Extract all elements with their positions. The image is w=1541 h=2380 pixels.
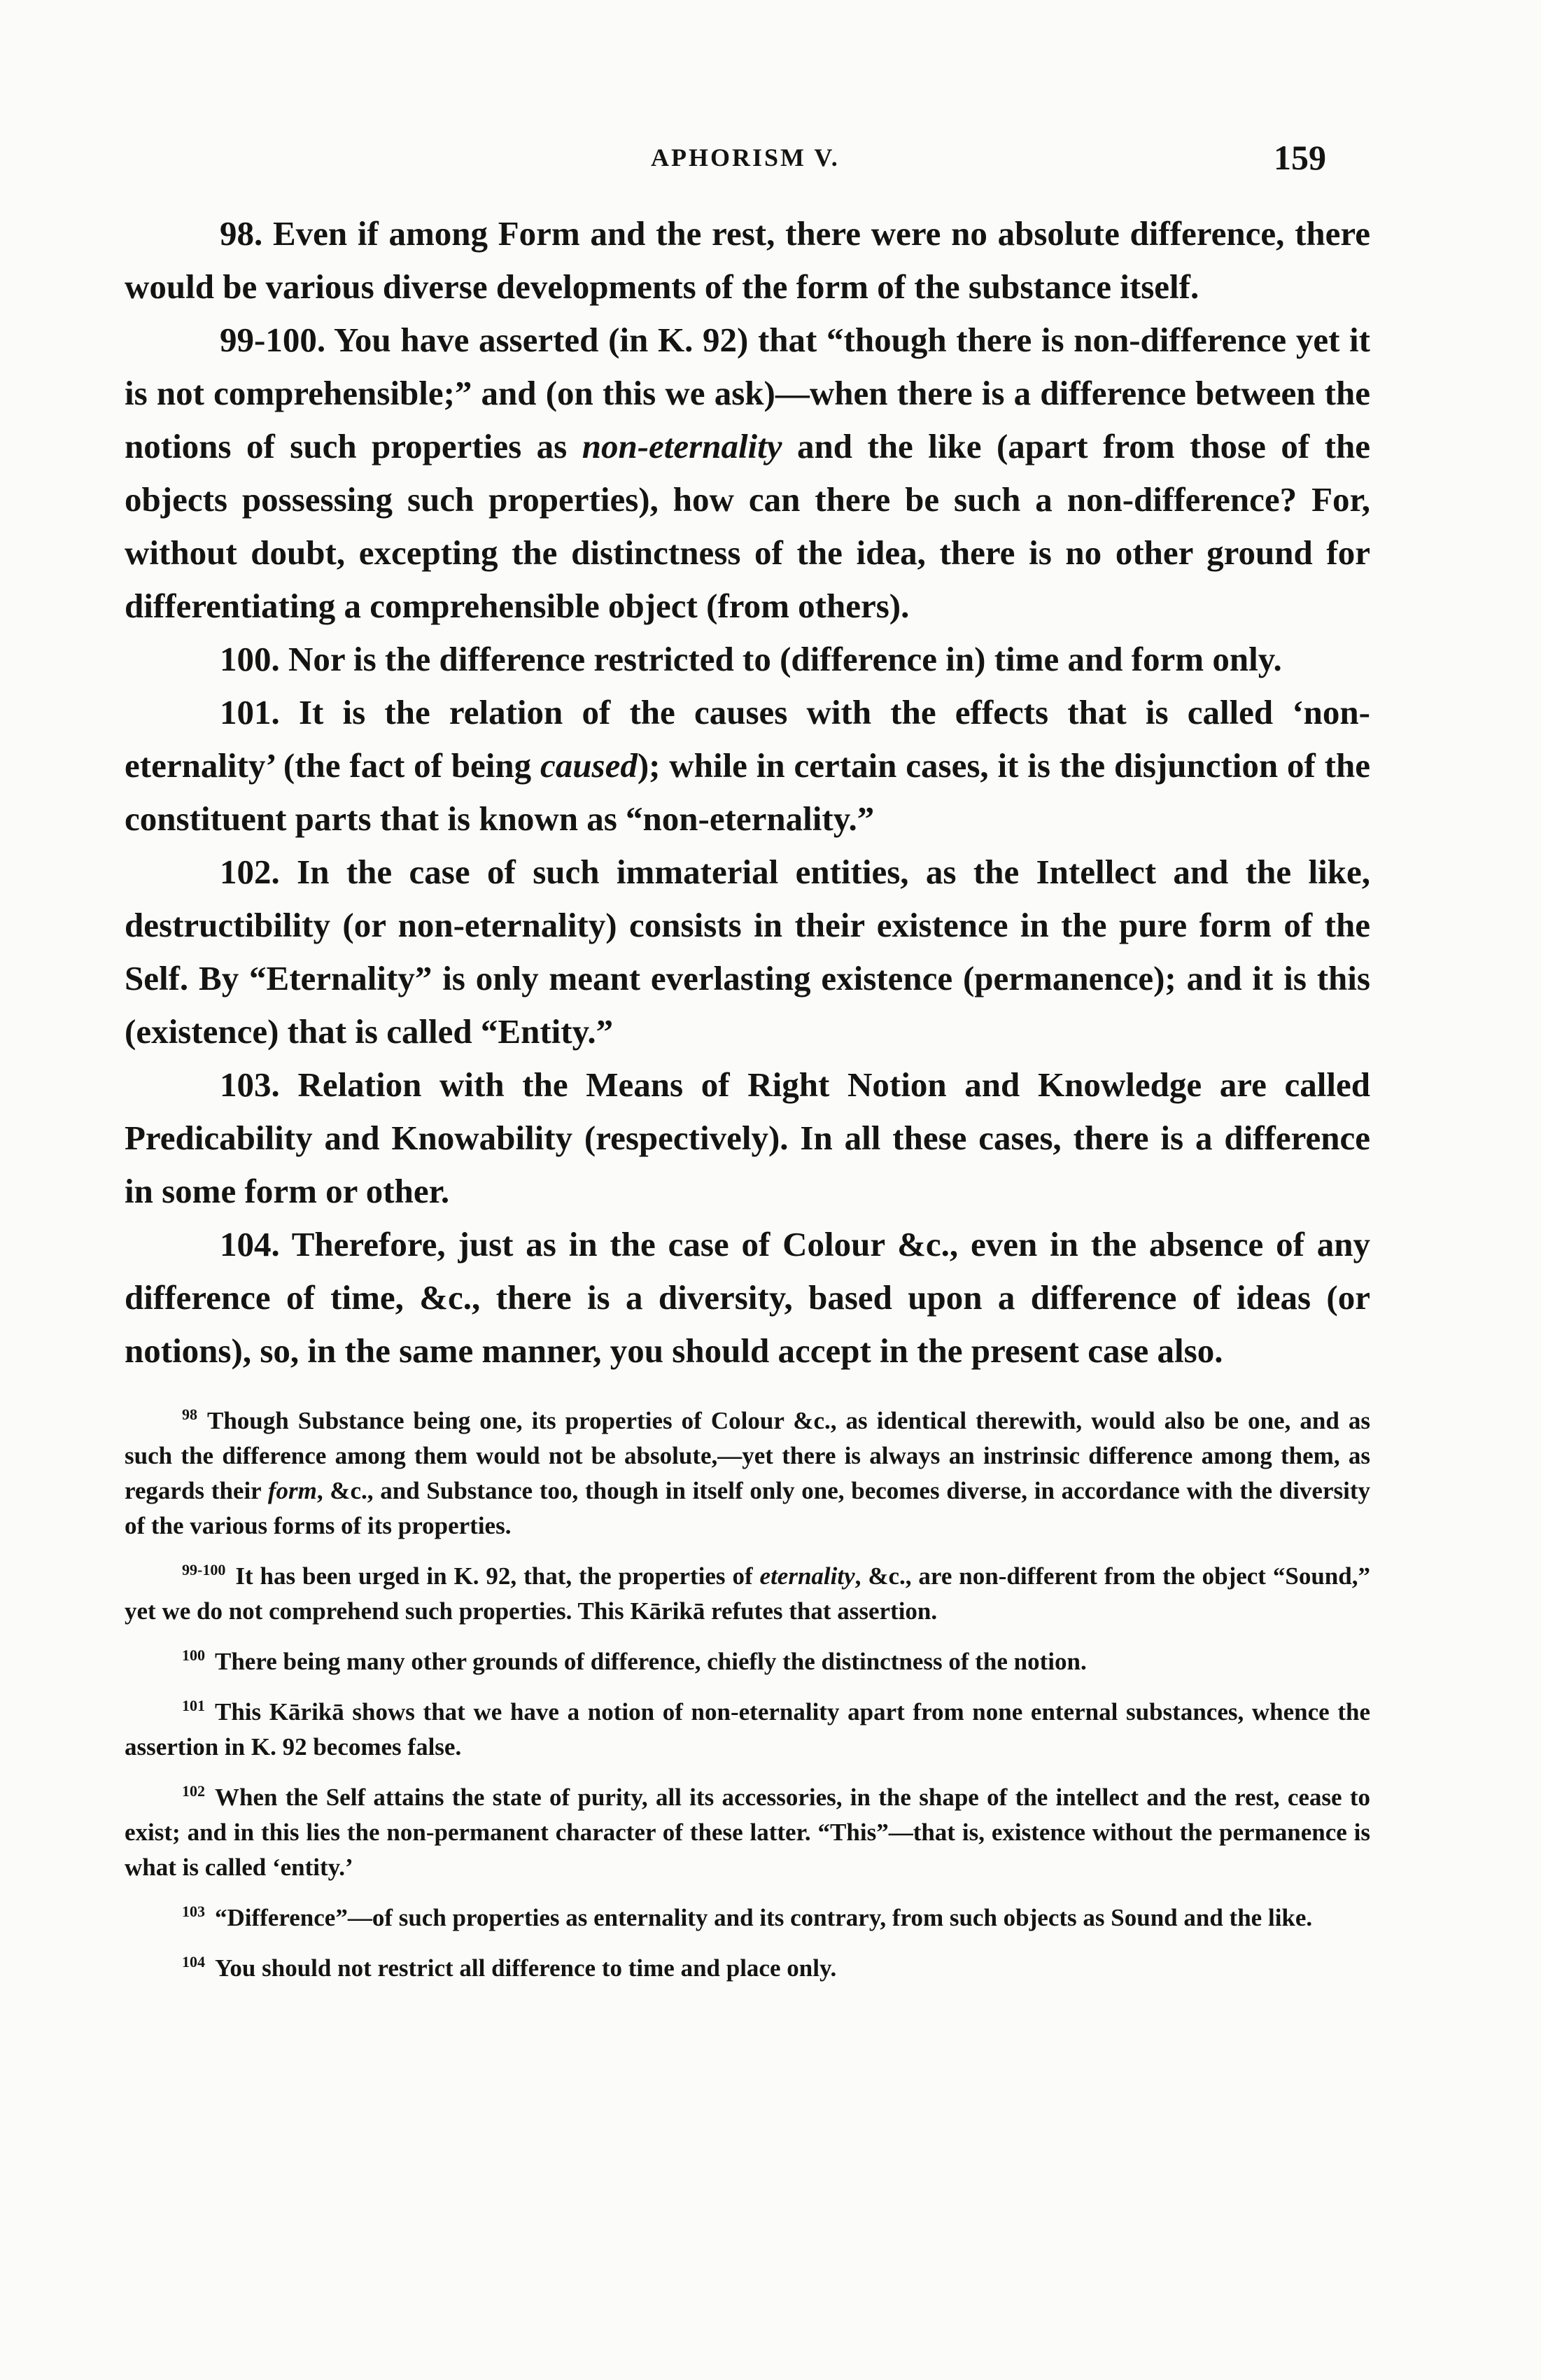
footnote-marker: 103: [182, 1903, 205, 1921]
paragraph-101: [125, 686, 1370, 846]
paragraph-text: You have asserted (in K. 92) that “though there is non-difference yet it is not comprehensible;” and (on this we ask)—when there is a difference between the notions of such properties as: [125, 321, 1370, 465]
emphasis-term: eternality: [759, 1562, 855, 1590]
footnote-text: It has been urged in K. 92, that, the properties of: [235, 1562, 760, 1590]
footnote-103: [125, 1900, 1370, 1935]
footnote-101: [125, 1695, 1370, 1765]
emphasis-term: form: [267, 1477, 317, 1504]
paragraph-number: 98.: [220, 214, 263, 253]
footnote-text: When the Self attains the state of purity, all its accessories, in the shape of the intellect and the rest, cease to exist; and in this lies the non-permanent character of these latter. “This”—that is, existence without the permanence is what is called ‘entity.’: [125, 1784, 1370, 1881]
paragraph-number: 101.: [220, 693, 280, 732]
footnote-marker: 104: [182, 1953, 205, 1971]
footnote-marker: 99-100: [182, 1561, 226, 1579]
paragraph-text: Even if among Form and the rest, there were no absolute difference, there would be various diverse developments of the form of the substance itself.: [125, 214, 1371, 306]
paragraph-number: 102.: [220, 853, 280, 891]
footnote-marker: 101: [182, 1697, 205, 1715]
footnote-text: “Difference”—of such properties as enternality and its contrary, from such objects as Sound and the like.: [215, 1904, 1313, 1931]
paragraph-text: Nor is the difference restricted to (difference in) time and form only.: [288, 640, 1282, 678]
footnote-100: [125, 1644, 1370, 1679]
footnote-marker: 102: [182, 1782, 205, 1800]
paragraph-100: [125, 633, 1370, 686]
footnote-marker: 98: [182, 1406, 197, 1424]
paragraph-number: 100.: [220, 640, 280, 678]
page-header: [0, 137, 1541, 186]
paragraph-99-100: [125, 314, 1370, 633]
page-number: 159: [1274, 138, 1326, 177]
running-title: APHORISM V.: [651, 144, 840, 172]
footnote-text: Though Substance being one, its properties of Colour &c., as identical therewith, would also be one, and as such the difference among them would not be absolute,—yet there is always an instrinsic difference among them, as regards their: [125, 1407, 1370, 1504]
main-text: [125, 207, 1370, 1378]
footnote-text: There being many other grounds of difference, chiefly the distinctness of the notion.: [215, 1648, 1087, 1675]
footnote-marker: 100: [182, 1646, 205, 1665]
paragraph-text: It is the relation of the causes with the effects that is called ‘non-eternality’ (the fact of being: [125, 693, 1370, 785]
paragraph-text: In the case of such immaterial entities, as the Intellect and the like, destructibility (or non-eternality) consists in their existence in the pure form of the Self. By “Eternality” is only meant everlasting existence (permanence); and it is this (existence) that is called “Entity.”: [125, 853, 1370, 1051]
paragraph-number: 103.: [220, 1065, 280, 1104]
emphasis-term: non-eternality: [582, 427, 782, 465]
footnotes: [125, 1404, 1370, 2001]
footnote-text: This Kārikā shows that we have a notion of non-eternality apart from none enternal substances, whence the assertion in K. 92 becomes false.: [125, 1698, 1370, 1760]
footnote-text: , &c., are non-different from the object “Sound,” yet we do not comprehend such properties. This Kārikā refutes that assertion.: [125, 1562, 1370, 1625]
footnote-102: [125, 1780, 1370, 1885]
footnote-text: , &c., and Substance too, though in itself only one, becomes diverse, in accordance with the diversity of the various forms of its properties.: [125, 1477, 1370, 1539]
paragraph-text: ); while in certain cases, it is the disjunction of the constituent parts that is known as “non-eternality.”: [125, 746, 1370, 838]
paragraph-number: 99-100.: [220, 321, 326, 359]
footnote-text: You should not restrict all difference to time and place only.: [215, 1954, 837, 1982]
paragraph-104: [125, 1218, 1370, 1378]
footnote-104: [125, 1951, 1370, 1986]
paragraph-text: and the like (apart from those of the objects possessing such properties), how can there be such a non-difference? For, without doubt, excepting the distinctness of the idea, there is no other ground for differentiating a comprehensible object (from others).: [125, 427, 1371, 625]
paragraph-102: [125, 846, 1370, 1058]
footnote-98: [125, 1404, 1370, 1544]
emphasis-term: caused: [540, 746, 638, 785]
paragraph-103: [125, 1058, 1370, 1218]
paragraph-number: 104.: [220, 1225, 280, 1264]
paragraph-98: [125, 207, 1370, 314]
paragraph-text: Therefore, just as in the case of Colour &c., even in the absence of any difference of time, &c., there is a diversity, based upon a difference of ideas (or notions), so, in the same manner, you should accept in the present case also.: [125, 1225, 1370, 1370]
paragraph-text: Relation with the Means of Right Notion and Knowledge are called Predicability and Knowability (respectively). In all these cases, there is a difference in some form or other.: [125, 1065, 1371, 1210]
footnote-99-100: [125, 1559, 1370, 1629]
